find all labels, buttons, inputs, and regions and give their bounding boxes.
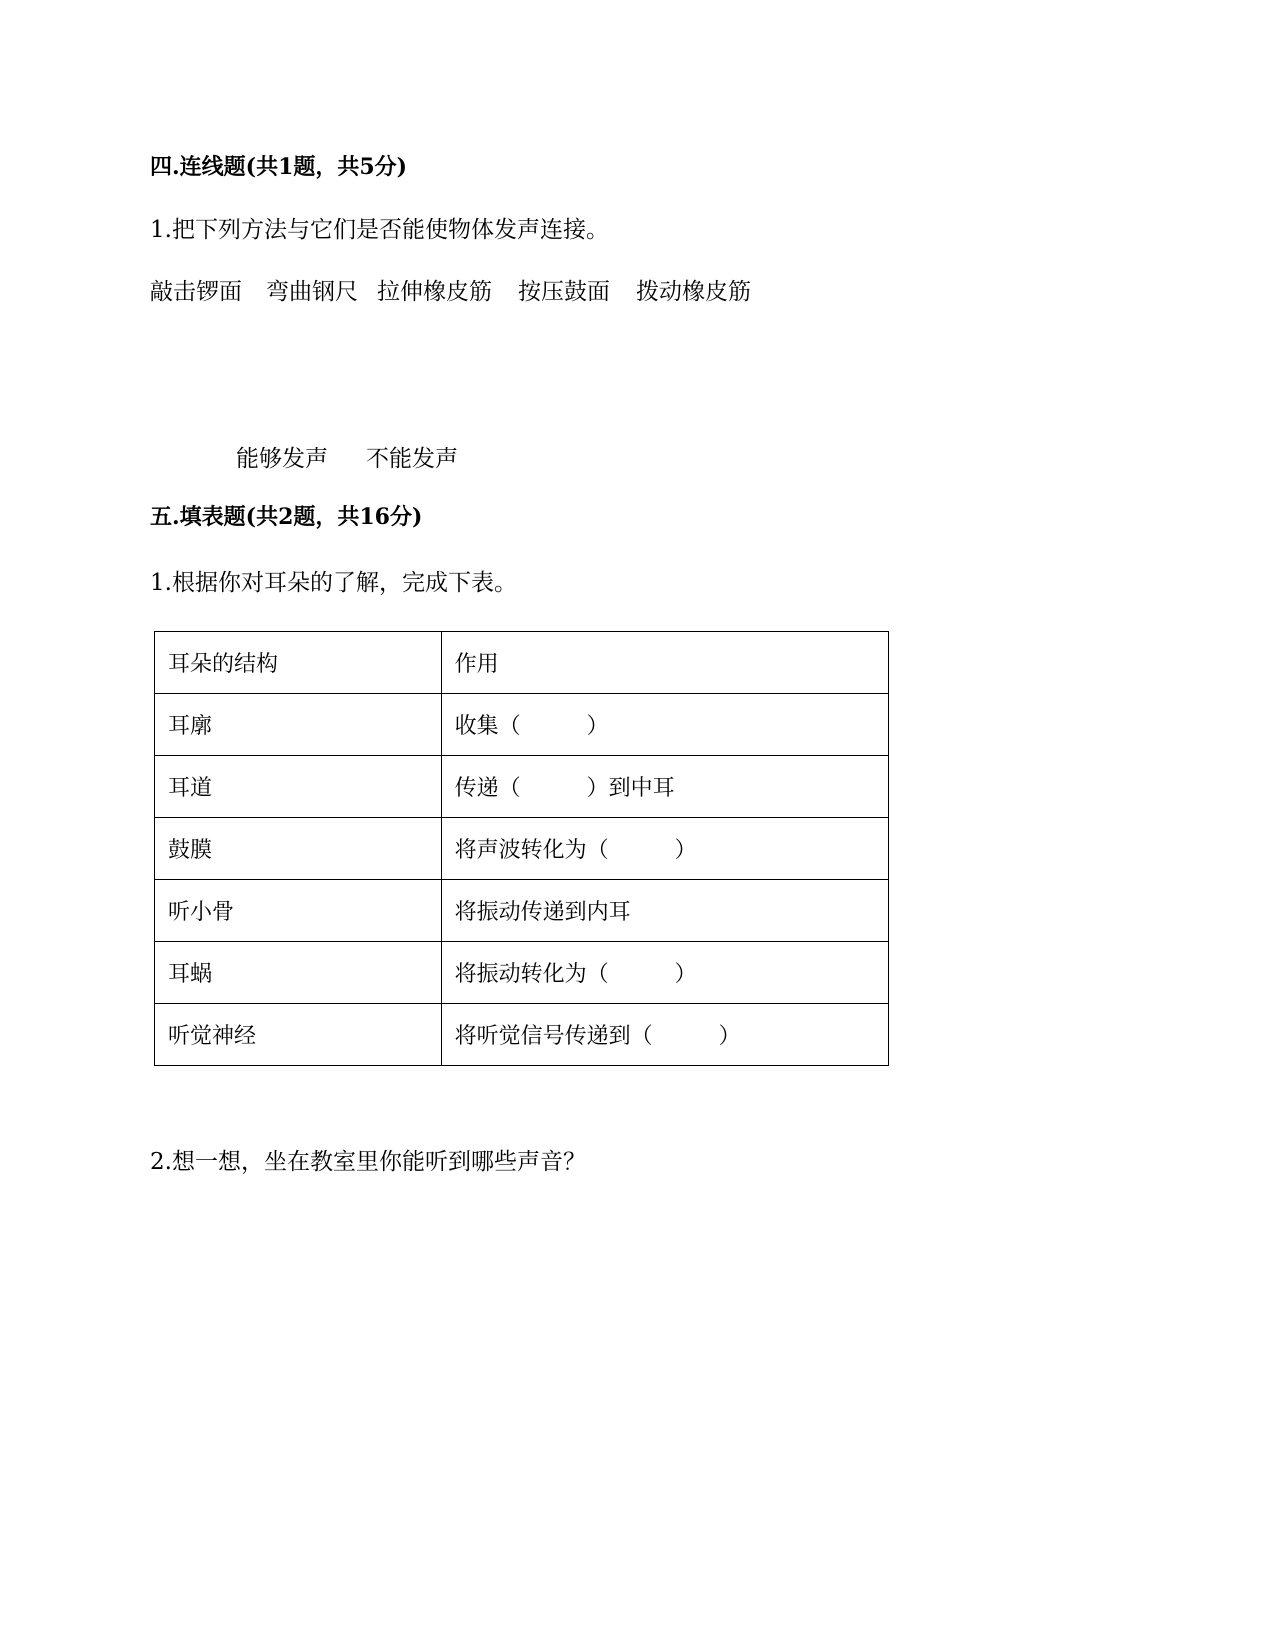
option-bend-ruler: 弯曲钢尺 [266,279,358,305]
table-cell: 将声波转化为（ ） [441,818,888,880]
table-cell: 将听觉信号传递到（ ） [441,1004,888,1066]
section-4-title: 四.连线题(共1题，共5分) [150,154,408,180]
table-cell: 传递（ ）到中耳 [441,756,888,818]
table-row [155,756,889,818]
table-cell: 听觉神经 [155,1004,442,1066]
table-header-cell: 作用 [441,632,888,694]
option-pluck-rubber-band: 拨动橡皮筋 [636,279,751,305]
table-row [155,694,889,756]
table-header-cell: 耳朵的结构 [155,632,442,694]
ear-structure-table [154,631,889,1066]
table-cell: 收集（ ） [441,694,888,756]
answer-can-sound: 能够发声 [236,446,328,472]
answer-cannot-sound: 不能发声 [366,446,458,472]
option-press-drum: 按压鼓面 [518,279,610,305]
section-5-title: 五.填表题(共2题，共16分) [150,504,423,530]
table-row [155,942,889,1004]
table-cell: 听小骨 [155,880,442,942]
option-strike-gong: 敲击锣面 [150,279,242,305]
table-row [155,818,889,880]
table-cell: 耳蜗 [155,942,442,1004]
table-cell: 鼓膜 [155,818,442,880]
table-row [155,880,889,942]
section-5-question-2: 2.想一想，坐在教室里你能听到哪些声音？ [150,1149,586,1175]
option-stretch-rubber-band: 拉伸橡皮筋 [377,279,492,305]
table-cell: 将振动转化为（ ） [441,942,888,1004]
table-cell: 耳廓 [155,694,442,756]
table-header-row [155,632,889,694]
section-4-question-1: 1.把下列方法与它们是否能使物体发声连接。 [150,217,609,243]
table-row [155,1004,889,1066]
table-cell: 耳道 [155,756,442,818]
table-cell: 将振动传递到内耳 [441,880,888,942]
section-5-question-1: 1.根据你对耳朵的了解，完成下表。 [150,570,517,596]
